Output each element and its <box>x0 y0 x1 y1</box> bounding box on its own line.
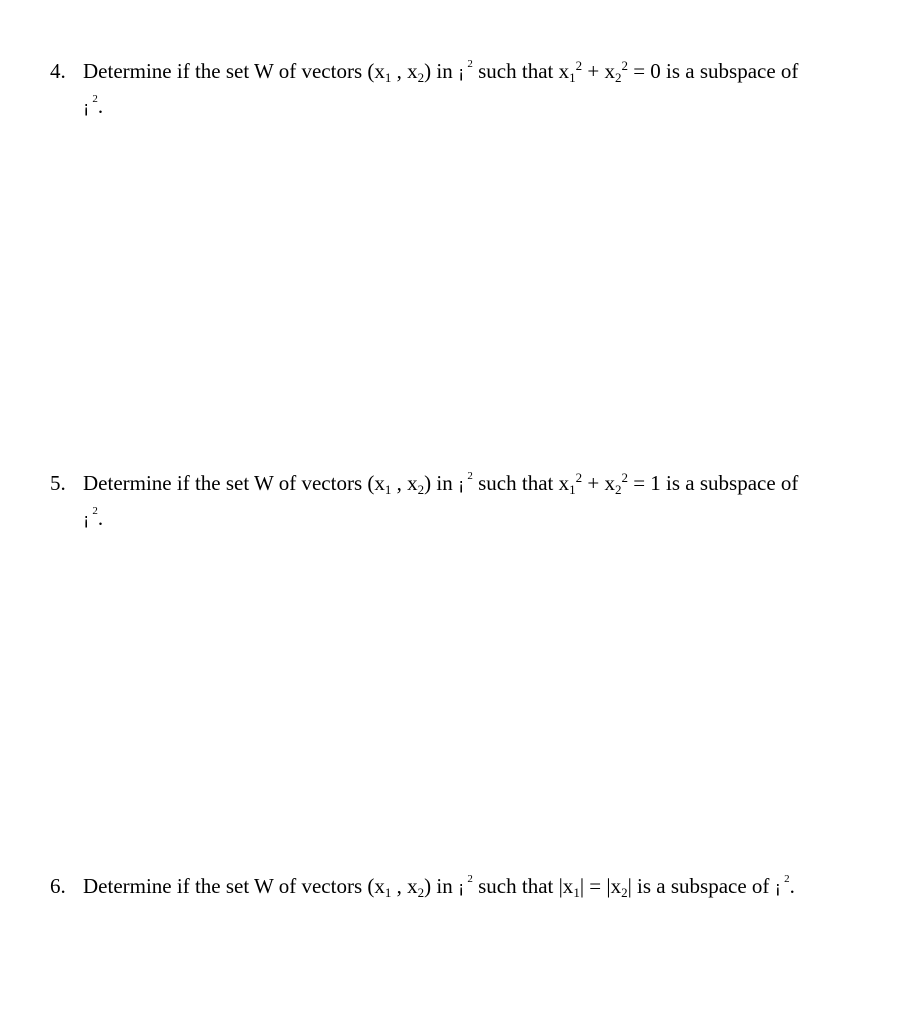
period: . <box>97 506 104 530</box>
real-space-symbol: ¡ <box>774 878 782 897</box>
subscript: 1 <box>384 885 392 900</box>
exponent: 2 <box>467 470 473 482</box>
problem-4-line-2 <box>50 94 881 117</box>
subscript: 2 <box>614 482 622 497</box>
subscript: 2 <box>614 70 622 85</box>
problem-6-line-1 <box>50 874 881 899</box>
real-space-symbol: ¡ <box>83 510 90 529</box>
subscript: 1 <box>569 482 576 497</box>
problem-text: Determine if the set W of vectors (x <box>83 471 385 495</box>
real-space-symbol: ¡ <box>83 98 90 117</box>
problem-text: , x <box>391 471 418 495</box>
problem-5 <box>50 471 881 529</box>
problem-text: such that x <box>472 471 570 495</box>
superscript: 2 <box>575 470 583 485</box>
real-space-symbol: ¡ <box>457 63 465 82</box>
real-space-symbol: ¡ <box>457 878 465 897</box>
superscript: 2 <box>621 470 628 485</box>
subscript: 1 <box>384 482 392 497</box>
problem-text: such that x <box>472 59 570 83</box>
problem-text: , x <box>391 874 418 898</box>
subscript: 2 <box>417 70 425 85</box>
subscript: 1 <box>384 70 392 85</box>
problem-5-line-1 <box>50 471 881 496</box>
problem-text: | is a subspace of <box>627 874 775 898</box>
exponent: 2 <box>467 58 473 70</box>
problem-text: + x <box>582 471 615 495</box>
superscript: 2 <box>575 58 583 73</box>
problem-text: | = |x <box>579 874 622 898</box>
exponent: 2 <box>92 93 98 105</box>
problem-number: 6. <box>50 874 66 898</box>
exponent: 2 <box>467 873 473 885</box>
period: . <box>789 874 795 898</box>
period: . <box>97 94 104 118</box>
problem-number: 5. <box>50 471 66 495</box>
subscript: 1 <box>573 885 580 900</box>
problem-text: + x <box>582 59 615 83</box>
problem-text: Determine if the set W of vectors (x <box>83 59 385 83</box>
problem-4 <box>50 59 881 117</box>
superscript: 2 <box>621 58 628 73</box>
problem-5-line-2 <box>50 506 881 529</box>
subscript: 2 <box>417 885 425 900</box>
problem-text: Determine if the set W of vectors (x <box>83 874 385 898</box>
problem-text: ) in <box>424 59 458 83</box>
problem-text: ) in <box>424 471 458 495</box>
problem-text: ) in <box>424 874 458 898</box>
problem-text: = 1 is a subspace of <box>627 471 799 495</box>
subscript: 2 <box>417 482 425 497</box>
exponent: 2 <box>92 505 98 517</box>
problem-text: , x <box>391 59 418 83</box>
problem-text: = 0 is a subspace of <box>627 59 799 83</box>
problem-6 <box>50 874 881 899</box>
problem-number: 4. <box>50 59 66 83</box>
problem-4-line-1 <box>50 59 881 84</box>
real-space-symbol: ¡ <box>457 475 465 494</box>
subscript: 1 <box>569 70 576 85</box>
exponent: 2 <box>784 873 790 885</box>
problem-text: such that |x <box>472 874 574 898</box>
subscript: 2 <box>621 885 628 900</box>
